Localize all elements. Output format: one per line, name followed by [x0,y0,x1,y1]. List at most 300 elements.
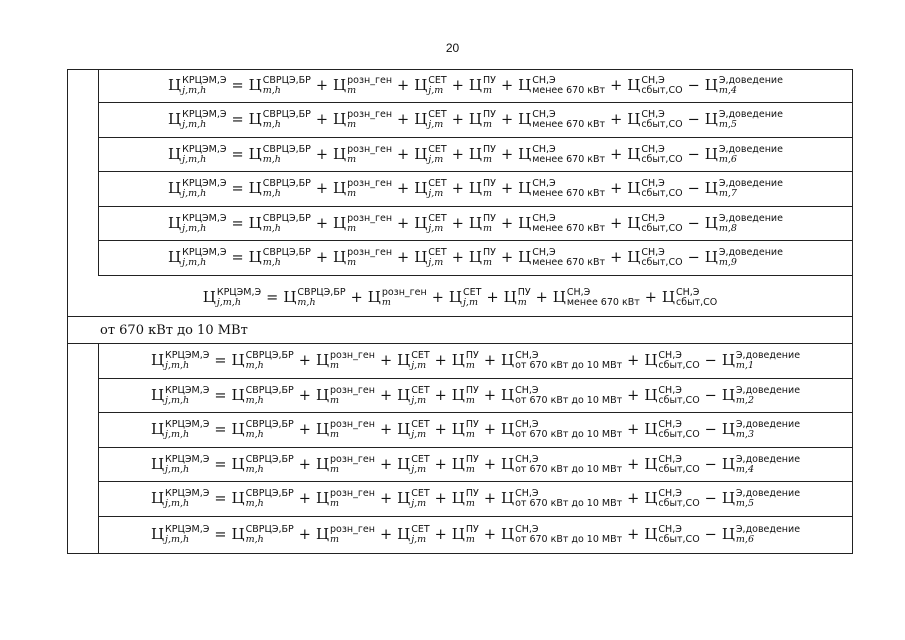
operator: = [231,78,244,94]
sbyt-price-var-sup: СН,Э [658,524,682,535]
dovedenie-price-var-sup: Э,доведение [718,212,783,224]
lhs-price-var-sub: j,m,h [182,153,207,165]
pu-price-var-base: Ц [468,76,482,94]
operator: + [486,290,499,306]
sn-price-var-sup: СН,Э [566,287,591,298]
network-price-var-sup: СЕТ [428,109,447,120]
sn-price-var-base: Ц [500,525,515,543]
svrc-price-var-sub: m,h [245,463,264,475]
sbyt-price-var-sub: сбыт,СО [658,429,700,440]
network-price-var [414,179,447,199]
pu-price-var-scripts [483,179,496,199]
price-formula [151,351,800,371]
sn-price-var-sup: СН,Э [515,453,539,465]
pu-price-var [452,525,479,545]
sn-price-var-sub: от 670 кВт до 10 МВт [515,463,623,475]
pu-price-var-sub: m [483,85,493,96]
svrc-price-var [249,248,311,268]
pu-price-var-scripts [483,248,496,268]
sbyt-price-var [644,455,699,475]
sbyt-price-var-sup: СН,Э [658,488,682,499]
dovedenie-price-var-scripts [736,386,800,406]
svrc-price-var-scripts [246,386,294,406]
pu-price-var [469,248,496,268]
sn-price-var [518,179,605,199]
svrc-price-var-sup: СВРЦЭ,БР [262,75,311,86]
operator: + [434,387,447,404]
sn-price-var-sup: СН,Э [532,109,556,120]
network-price-var-sub: j,m [411,534,427,545]
lhs-price-var-sub: j,m,h [182,188,207,199]
rozn-gen-price-var [333,145,392,165]
rozn-gen-price-var-scripts [330,351,375,371]
pu-price-var [504,288,531,308]
sbyt-price-var [627,145,682,165]
sn-price-var-base: Ц [500,385,515,404]
sbyt-price-var [627,179,682,199]
operator: + [298,491,311,507]
network-price-var-scripts [428,248,446,268]
network-price-var-sub: j,m [428,85,444,96]
lhs-price-var-sub: j,m,h [182,85,207,96]
svrc-price-var-sup: СВРЦЭ,БР [262,178,311,189]
section-label: от 670 кВт до 10 МВт [100,322,248,338]
sbyt-price-var [644,489,699,509]
operator: + [627,353,640,369]
dovedenie-price-var-sup: Э,доведение [718,143,783,155]
lhs-price-var-sup: КРЦЭМ,Э [182,75,227,86]
lhs-price-var-base: Ц [150,351,165,369]
operator: + [500,215,514,232]
operator: + [644,290,657,306]
sbyt-price-var-base: Ц [627,110,641,128]
svrc-price-var-sub: m,h [245,394,264,406]
sbyt-price-var-sup: СН,Э [658,419,682,430]
operator: = [214,353,227,369]
operator: − [704,422,717,438]
operator: − [687,146,700,163]
dovedenie-price-var-base: Ц [721,420,735,438]
rozn-gen-price-var-sup: розн_ген [381,287,427,298]
sn-price-var-sup: СН,Э [532,212,556,224]
lhs-price-var [168,179,226,199]
rozn-gen-price-var-scripts [382,288,427,308]
svrc-price-var-base: Ц [231,489,245,507]
dovedenie-price-var-sup: Э,доведение [718,75,783,86]
lhs-price-var-sub: j,m,h [165,360,190,371]
network-price-var-base: Ц [414,144,428,163]
operator: + [610,181,623,197]
rozn-gen-price-var-sub: m [347,257,357,268]
sbyt-price-var-sup: СН,Э [641,109,665,120]
svrc-price-var [249,179,311,199]
network-price-var [414,145,447,165]
lhs-price-var-sup: КРЦЭМ,Э [182,143,227,155]
rozn-gen-price-var-sub: m [330,463,340,475]
formula-table [67,69,853,554]
formula-row [98,138,852,172]
rozn-gen-price-var [316,351,375,371]
lhs-price-var-sup: КРЦЭМ,Э [182,212,227,224]
sn-price-var [501,525,622,545]
sbyt-price-var-sup: СН,Э [658,350,682,361]
operator: − [704,387,717,404]
svrc-price-var-sup: СВРЦЭ,БР [262,247,311,258]
sbyt-price-var [627,110,682,130]
lhs-price-var [168,248,226,268]
rozn-gen-price-var [333,76,392,96]
network-price-var-base: Ц [414,76,428,94]
sbyt-price-var-scripts [641,76,682,96]
price-formula [168,214,783,234]
rozn-gen-price-var [316,455,375,475]
dovedenie-price-var-sup: Э,доведение [718,109,783,120]
rozn-gen-price-var-sub: m [330,534,340,545]
sn-price-var-scripts [532,110,605,130]
network-price-var-scripts [411,525,429,545]
pu-price-var-base: Ц [468,248,482,266]
sn-price-var [553,288,640,308]
svrc-price-var-sup: СВРЦЭ,БР [262,109,311,120]
svrc-price-var-sub: m,h [245,534,264,545]
operator: + [610,250,623,266]
sn-price-var-scripts [515,455,622,475]
network-price-var-sup: СЕТ [428,178,447,189]
operator: + [397,112,410,128]
pu-price-var-base: Ц [468,213,482,232]
rozn-gen-price-var [368,288,427,308]
lhs-price-var-scripts [182,110,226,130]
page-number: 20 [445,41,460,55]
dovedenie-price-var-scripts [736,525,800,545]
network-price-var-sub: j,m [428,119,444,130]
network-price-var-scripts [428,76,446,96]
lhs-price-var-scripts [165,386,209,406]
rozn-gen-price-var [316,489,375,509]
operator: = [231,112,244,128]
pu-price-var [469,179,496,199]
operator: + [451,146,464,163]
pu-price-var-sup: ПУ [465,419,479,430]
rozn-gen-price-var-sup: розн_ген [330,453,375,465]
dovedenie-price-var-sub: m,9 [718,257,737,268]
lhs-price-var-base: Ц [150,420,165,438]
sbyt-price-var-scripts [641,110,682,130]
pu-price-var-scripts [483,110,496,130]
operator: + [451,78,464,94]
lhs-price-var-sub: j,m,h [182,222,207,234]
lhs-price-var [168,110,226,130]
rozn-gen-price-var-base: Ц [333,179,347,197]
sn-price-var-sub: менее 670 кВт [532,257,606,268]
dovedenie-price-var-base: Ц [704,248,718,266]
sn-price-var-scripts [532,248,605,268]
svrc-price-var [232,525,294,545]
sn-price-var-sup: СН,Э [515,419,539,430]
svrc-price-var-base: Ц [283,288,297,306]
operator: + [483,353,496,369]
lhs-price-var-sub: j,m,h [165,394,190,406]
sbyt-price-var-sup: СН,Э [641,75,665,86]
dovedenie-price-var-sup: Э,доведение [735,488,801,499]
sbyt-price-var-scripts [658,489,699,509]
operator: + [379,387,393,404]
dovedenie-price-var [722,420,800,440]
dovedenie-price-var-scripts [719,145,783,165]
pu-price-var-sup: ПУ [483,247,496,258]
svrc-price-var-sub: m,h [262,257,281,268]
sn-price-var-sup: СН,Э [515,350,539,361]
network-price-var-base: Ц [397,489,411,507]
formula-row [98,172,852,207]
svrc-price-var [232,351,294,371]
network-price-var-base: Ц [414,110,428,128]
lhs-price-var-sup: КРЦЭМ,Э [165,524,210,535]
sbyt-price-var [644,420,699,440]
sn-price-var-scripts [532,76,605,96]
sn-price-var-base: Ц [518,144,532,163]
lhs-price-var-sub: j,m,h [165,534,190,545]
lhs-price-var-base: Ц [168,144,182,163]
dovedenie-price-var-sup: Э,доведение [735,350,801,361]
pu-price-var-sup: ПУ [465,453,479,465]
rozn-gen-price-var-sub: m [330,429,340,440]
lhs-price-var-sup: КРЦЭМ,Э [165,384,210,396]
rozn-gen-price-var [333,214,392,234]
dovedenie-price-var [705,110,783,130]
operator: = [214,422,227,438]
network-price-var-sup: СЕТ [411,488,430,499]
dovedenie-price-var-base: Ц [704,179,718,197]
operator: = [214,491,227,507]
network-price-var-scripts [463,288,481,308]
pu-price-var-base: Ц [468,110,482,128]
price-formula [151,489,800,509]
sbyt-price-var-base: Ц [644,454,658,473]
dovedenie-price-var-sub: m,4 [718,85,737,96]
sbyt-price-var [662,288,717,308]
lhs-price-var-sup: КРЦЭМ,Э [182,247,227,258]
lhs-price-var [151,351,209,371]
network-price-var-sup: СЕТ [428,212,447,224]
operator: + [397,146,410,163]
pu-price-var-base: Ц [468,144,482,163]
dovedenie-price-var-scripts [736,455,800,475]
rozn-gen-price-var-sup: розн_ген [330,488,375,499]
sbyt-price-var-sub: сбыт,СО [641,222,683,234]
pu-price-var-sup: ПУ [465,488,479,499]
network-price-var [414,248,447,268]
rozn-gen-price-var-base: Ц [315,454,330,473]
svrc-price-var-sup: СВРЦЭ,БР [245,419,294,430]
operator: + [535,290,548,306]
network-price-var-base: Ц [397,420,411,438]
svrc-price-var-base: Ц [248,248,262,266]
rozn-gen-price-var-sup: розн_ген [347,109,393,120]
lhs-price-var-sup: КРЦЭМ,Э [182,178,227,189]
pu-price-var-sup: ПУ [517,287,531,298]
network-price-var [397,489,430,509]
operator: − [687,215,700,232]
operator: + [397,250,410,266]
operator: + [434,422,447,438]
operator: + [397,78,410,94]
rozn-gen-price-var-sup: розн_ген [330,384,375,396]
lhs-price-var-scripts [165,351,209,371]
lhs-price-var [151,525,209,545]
operator: + [298,353,311,369]
operator: + [500,78,514,94]
operator: + [483,456,496,473]
lhs-price-var [168,214,226,234]
rozn-gen-price-var [333,110,392,130]
dovedenie-price-var-base: Ц [704,110,718,128]
operator: = [266,290,279,306]
dovedenie-price-var-sub: m,8 [718,222,737,234]
sbyt-price-var-sub: сбыт,СО [658,534,700,545]
price-formula [168,145,783,165]
sbyt-price-var-base: Ц [644,420,658,438]
sn-price-var [518,145,605,165]
pu-price-var [469,76,496,96]
svrc-price-var-sub: m,h [262,119,281,130]
dovedenie-price-var-scripts [719,214,783,234]
sn-price-var-scripts [515,351,622,371]
sn-price-var-sub: от 670 кВт до 10 МВт [515,360,623,371]
network-price-var-sub: j,m [411,360,427,371]
sbyt-price-var-sup: СН,Э [641,247,665,258]
operator: − [687,112,700,128]
sn-price-var-scripts [567,288,640,308]
pu-price-var-sub: m [483,153,493,165]
network-price-var [397,351,430,371]
rozn-gen-price-var-base: Ц [315,351,330,369]
dovedenie-price-var-sub: m,7 [718,188,737,199]
sbyt-price-var-scripts [658,386,699,406]
pu-price-var-sub: m [465,463,475,475]
formula-row [98,241,852,276]
sn-price-var-sub: менее 670 кВт [532,188,606,199]
sn-price-var-sub: менее 670 кВт [532,222,606,234]
sbyt-price-var-sub: сбыт,СО [658,498,700,509]
sbyt-price-var-sup: СН,Э [641,143,665,155]
operator: + [451,250,464,266]
sn-price-var-base: Ц [518,110,532,128]
sbyt-price-var-base: Ц [661,288,675,306]
dovedenie-price-var-sub: m,6 [735,534,754,545]
dovedenie-price-var-scripts [736,489,800,509]
operator: − [687,78,700,94]
lhs-price-var-sub: j,m,h [165,463,190,475]
sbyt-price-var [627,214,682,234]
formula-row [98,482,852,517]
sbyt-price-var-sub: сбыт,СО [658,360,700,371]
dovedenie-price-var-base: Ц [721,525,735,543]
sbyt-price-var-base: Ц [644,351,658,369]
dovedenie-price-var-base: Ц [704,213,718,232]
svrc-price-var-sub: m,h [245,498,264,509]
dovedenie-price-var-scripts [719,76,783,96]
sbyt-price-var-scripts [641,145,682,165]
network-price-var-sup: СЕТ [462,287,482,298]
pu-price-var [452,489,479,509]
pu-price-var-sub: m [465,394,475,406]
pu-price-var-sup: ПУ [465,384,479,396]
dovedenie-price-var-scripts [736,351,800,371]
dovedenie-price-var-sup: Э,доведение [735,524,801,535]
rozn-gen-price-var-scripts [347,179,392,199]
svrc-price-var-sub: m,h [262,153,281,165]
rozn-gen-price-var-scripts [347,76,392,96]
pu-price-var-sup: ПУ [465,524,479,535]
network-price-var-scripts [411,489,429,509]
operator: − [704,491,717,507]
operator: + [627,527,640,543]
operator: = [231,146,244,163]
network-price-var-scripts [428,179,446,199]
operator: + [298,527,311,543]
network-price-var-scripts [428,145,446,165]
network-price-var-sub: j,m [428,188,444,199]
operator: + [379,353,393,369]
svrc-price-var-sup: СВРЦЭ,БР [245,384,294,396]
lhs-price-var [151,420,209,440]
svrc-price-var-sub: m,h [262,188,281,199]
svrc-price-var-base: Ц [248,213,262,232]
sn-price-var-scripts [532,214,605,234]
lhs-price-var-sub: j,m,h [182,257,207,268]
network-price-var-base: Ц [448,288,462,306]
network-price-var-sub: j,m [411,463,427,475]
sbyt-price-var [644,351,699,371]
price-formula [151,386,800,406]
pu-price-var [452,455,479,475]
dovedenie-price-var-scripts [719,110,783,130]
dovedenie-price-var [705,179,783,199]
sn-price-var-base: Ц [500,351,515,369]
pu-price-var-sub: m [465,498,475,509]
sn-price-var-scripts [515,489,622,509]
formula-row [98,207,852,241]
network-price-var-scripts [411,455,429,475]
dovedenie-price-var [722,525,800,545]
rozn-gen-price-var [333,179,392,199]
lhs-price-var-scripts [165,489,209,509]
operator: + [397,181,410,197]
svrc-price-var-base: Ц [231,525,245,543]
dovedenie-price-var [705,248,783,268]
operator: + [315,250,329,266]
network-price-var-sup: СЕТ [411,350,430,361]
sbyt-price-var-sub: сбыт,СО [641,85,683,96]
network-price-var-base: Ц [397,351,411,369]
rozn-gen-price-var-scripts [347,248,392,268]
svrc-price-var-scripts [263,248,311,268]
sn-price-var-sub: менее 670 кВт [532,85,606,96]
sbyt-price-var-base: Ц [627,76,641,94]
network-price-var [414,214,447,234]
sn-price-var [501,455,622,475]
network-price-var-sup: СЕТ [428,75,447,86]
lhs-price-var-scripts [182,76,226,96]
formula-row [98,70,852,103]
svrc-price-var-sub: m,h [262,222,281,234]
sbyt-price-var-sub: сбыт,СО [641,153,683,165]
lhs-price-var-sup: КРЦЭМ,Э [165,350,210,361]
rozn-gen-price-var-scripts [347,214,392,234]
formula-row [98,517,852,553]
pu-price-var-scripts [466,386,479,406]
